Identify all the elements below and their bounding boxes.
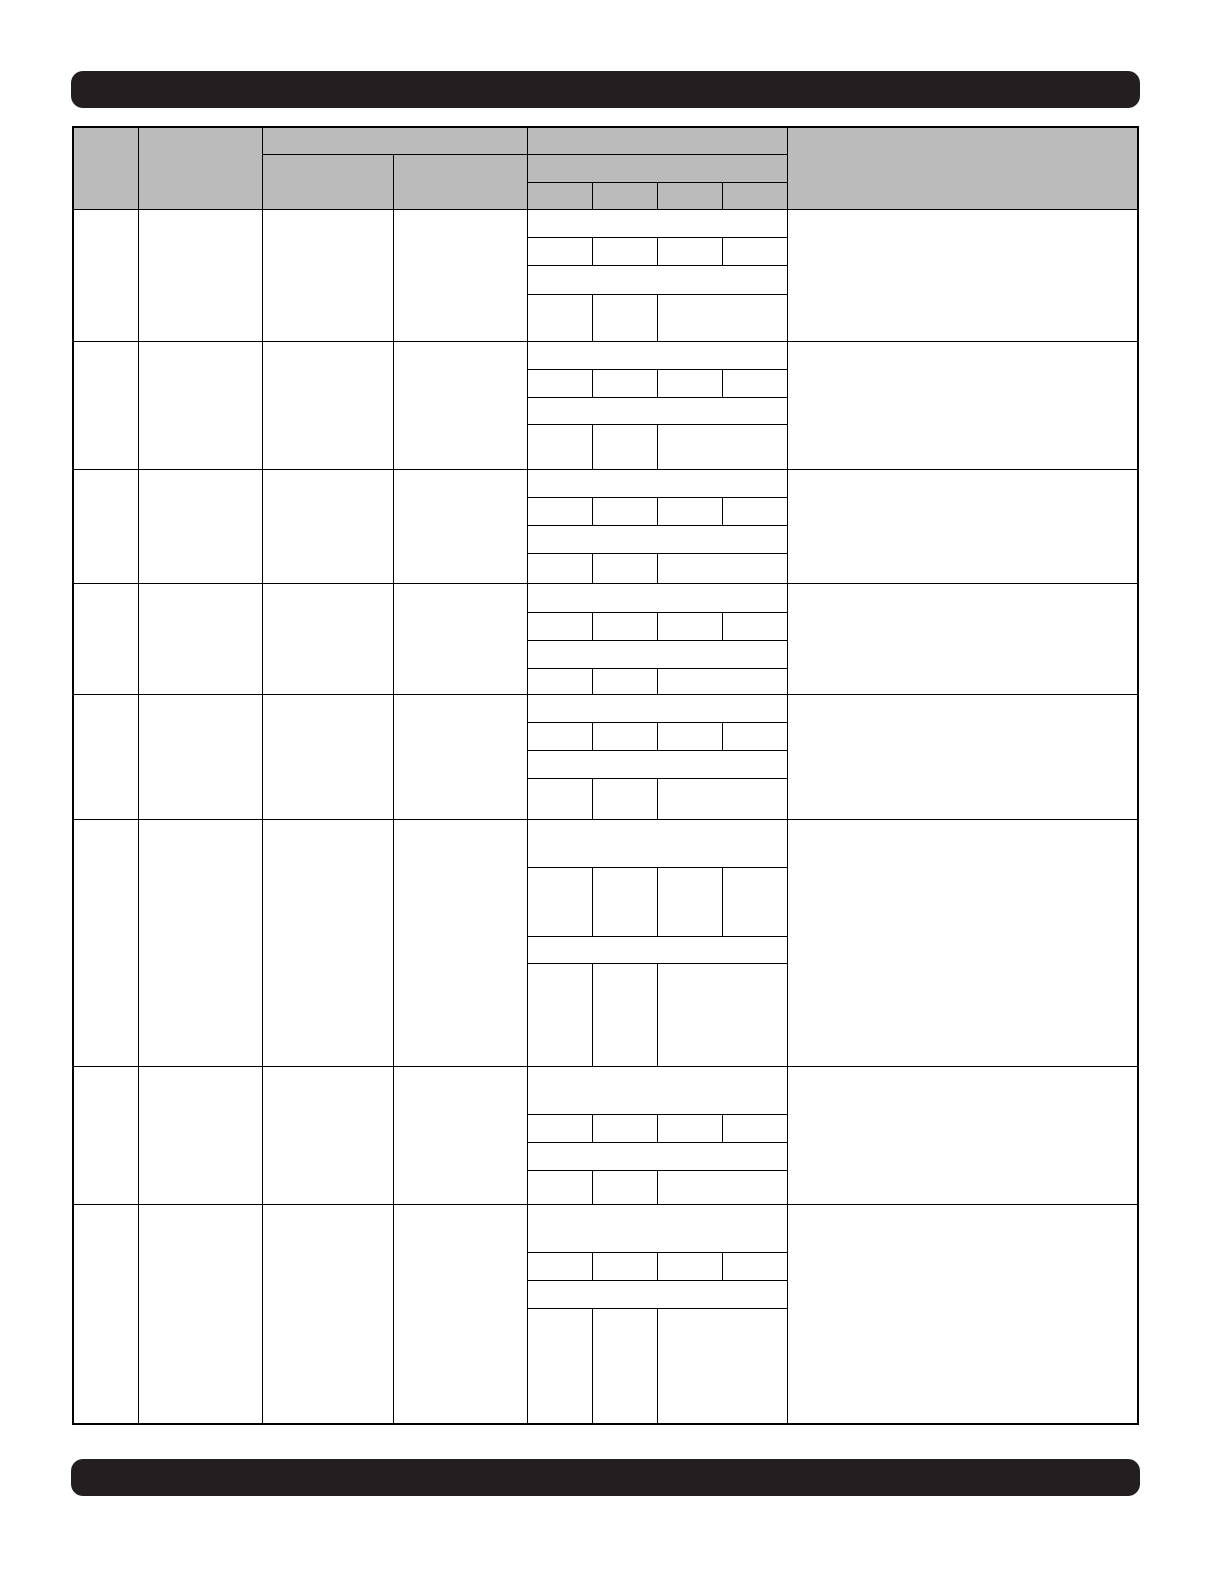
table-cell-col1 bbox=[72, 341, 139, 470]
table-subcell bbox=[722, 867, 788, 937]
table-subcell-wide bbox=[657, 424, 788, 470]
table-cell-col2 bbox=[138, 341, 263, 470]
table-cell-col4 bbox=[393, 583, 528, 695]
table-subcell-wide bbox=[657, 553, 788, 584]
table-cell-notes bbox=[787, 1066, 1139, 1205]
table-cell-col3 bbox=[262, 1066, 394, 1205]
table-subcell-span bbox=[527, 1142, 788, 1171]
table-subcell bbox=[527, 553, 593, 584]
table-cell-col3 bbox=[262, 694, 394, 820]
table-subcell-wide bbox=[657, 668, 788, 695]
table-subcell bbox=[592, 963, 658, 1067]
table-subcell bbox=[592, 497, 658, 526]
table-subcell bbox=[592, 1114, 658, 1143]
table-subcell bbox=[722, 1114, 788, 1143]
table-subcell-span bbox=[527, 936, 788, 964]
header-group-b-subsub bbox=[527, 182, 593, 210]
table-subcell-wide bbox=[657, 294, 788, 342]
table-subcell bbox=[722, 237, 788, 266]
table-cell-col4 bbox=[393, 1204, 528, 1425]
table-subcell-span bbox=[527, 1066, 788, 1115]
table-subcell-span bbox=[527, 694, 788, 723]
header-group-b-subsub bbox=[592, 182, 658, 210]
table-subcell-wide bbox=[657, 1308, 788, 1425]
table-subcell bbox=[592, 1308, 658, 1425]
table-subcell-span bbox=[527, 209, 788, 238]
table-cell-col3 bbox=[262, 341, 394, 470]
table-subcell bbox=[592, 1252, 658, 1281]
table-subcell bbox=[527, 1308, 593, 1425]
table-subcell bbox=[657, 1252, 723, 1281]
table-subcell bbox=[527, 1252, 593, 1281]
table-cell-notes bbox=[787, 819, 1139, 1067]
table-subcell bbox=[527, 1114, 593, 1143]
header-col-1 bbox=[72, 126, 139, 210]
header-group-b bbox=[527, 126, 788, 155]
table-subcell bbox=[722, 612, 788, 641]
table-cell-col4 bbox=[393, 209, 528, 342]
table-cell-col4 bbox=[393, 694, 528, 820]
table-subcell bbox=[657, 867, 723, 937]
table-cell-col1 bbox=[72, 694, 139, 820]
table-subcell-span bbox=[527, 265, 788, 295]
table-cell-col1 bbox=[72, 583, 139, 695]
table-subcell bbox=[592, 668, 658, 695]
table-subcell bbox=[657, 722, 723, 751]
table-cell-col1 bbox=[72, 469, 139, 584]
header-group-b-subsub bbox=[657, 182, 723, 210]
table-subcell-span bbox=[527, 1280, 788, 1309]
table-cell-notes bbox=[787, 209, 1139, 342]
table-subcell bbox=[527, 867, 593, 937]
table-subcell-wide bbox=[657, 963, 788, 1067]
table-subcell bbox=[592, 553, 658, 584]
table-subcell-span bbox=[527, 469, 788, 498]
header-col-2 bbox=[138, 126, 263, 210]
table-subcell-span bbox=[527, 750, 788, 779]
table-cell-notes bbox=[787, 341, 1139, 470]
table-cell-notes bbox=[787, 694, 1139, 820]
header-group-b-subsub bbox=[722, 182, 788, 210]
table-cell-col2 bbox=[138, 1066, 263, 1205]
table-subcell-span bbox=[527, 583, 788, 613]
table-cell-col2 bbox=[138, 819, 263, 1067]
table-subcell bbox=[722, 722, 788, 751]
table-subcell bbox=[592, 237, 658, 266]
table-subcell bbox=[527, 1170, 593, 1205]
table-cell-col4 bbox=[393, 341, 528, 470]
header-group-a-sub-2 bbox=[393, 154, 528, 210]
table-subcell-span bbox=[527, 1204, 788, 1253]
table-subcell-span bbox=[527, 525, 788, 554]
header-group-b-sub bbox=[527, 154, 788, 183]
table-subcell bbox=[657, 612, 723, 641]
table-cell-notes bbox=[787, 469, 1139, 584]
table-subcell-span bbox=[527, 397, 788, 425]
table-cell-col4 bbox=[393, 819, 528, 1067]
table-subcell-wide bbox=[657, 1170, 788, 1205]
table-subcell bbox=[527, 668, 593, 695]
table-subcell-span bbox=[527, 341, 788, 370]
table-subcell bbox=[722, 369, 788, 398]
table-cell-col3 bbox=[262, 819, 394, 1067]
table-cell-col1 bbox=[72, 209, 139, 342]
table-cell-col2 bbox=[138, 1204, 263, 1425]
table-subcell bbox=[592, 424, 658, 470]
table-subcell bbox=[722, 497, 788, 526]
table-subcell bbox=[527, 369, 593, 398]
table-cell-col3 bbox=[262, 469, 394, 584]
table-subcell bbox=[592, 294, 658, 342]
table-subcell bbox=[657, 237, 723, 266]
table-cell-col2 bbox=[138, 694, 263, 820]
table-cell-col4 bbox=[393, 1066, 528, 1205]
table-subcell bbox=[527, 497, 593, 526]
table-cell-col3 bbox=[262, 209, 394, 342]
table-cell-col4 bbox=[393, 469, 528, 584]
table-subcell bbox=[592, 612, 658, 641]
table-subcell bbox=[657, 1114, 723, 1143]
table-subcell bbox=[592, 1170, 658, 1205]
table-cell-col1 bbox=[72, 819, 139, 1067]
table-subcell bbox=[527, 424, 593, 470]
header-group-a-sub-1 bbox=[262, 154, 394, 210]
table-subcell bbox=[527, 722, 593, 751]
table-cell-col2 bbox=[138, 209, 263, 342]
table-subcell bbox=[657, 369, 723, 398]
table-subcell-span bbox=[527, 640, 788, 669]
table-cell-notes bbox=[787, 583, 1139, 695]
table-cell-col1 bbox=[72, 1066, 139, 1205]
header-group-a bbox=[262, 126, 528, 155]
table-subcell bbox=[592, 867, 658, 937]
table-subcell bbox=[592, 722, 658, 751]
table-cell-col2 bbox=[138, 469, 263, 584]
table-cell-col3 bbox=[262, 583, 394, 695]
table-subcell bbox=[722, 1252, 788, 1281]
table-subcell bbox=[527, 778, 593, 820]
table-subcell bbox=[527, 294, 593, 342]
table-subcell bbox=[527, 612, 593, 641]
table-subcell bbox=[527, 237, 593, 266]
table-subcell bbox=[527, 963, 593, 1067]
footer-bar bbox=[71, 1459, 1140, 1496]
table-subcell bbox=[592, 778, 658, 820]
table-subcell-span bbox=[527, 819, 788, 868]
table-subcell bbox=[592, 369, 658, 398]
table-cell-notes bbox=[787, 1204, 1139, 1425]
table-cell-col1 bbox=[72, 1204, 139, 1425]
table-subcell-wide bbox=[657, 778, 788, 820]
table-cell-col3 bbox=[262, 1204, 394, 1425]
header-col-last bbox=[787, 126, 1139, 210]
table-subcell bbox=[657, 497, 723, 526]
table-cell-col2 bbox=[138, 583, 263, 695]
